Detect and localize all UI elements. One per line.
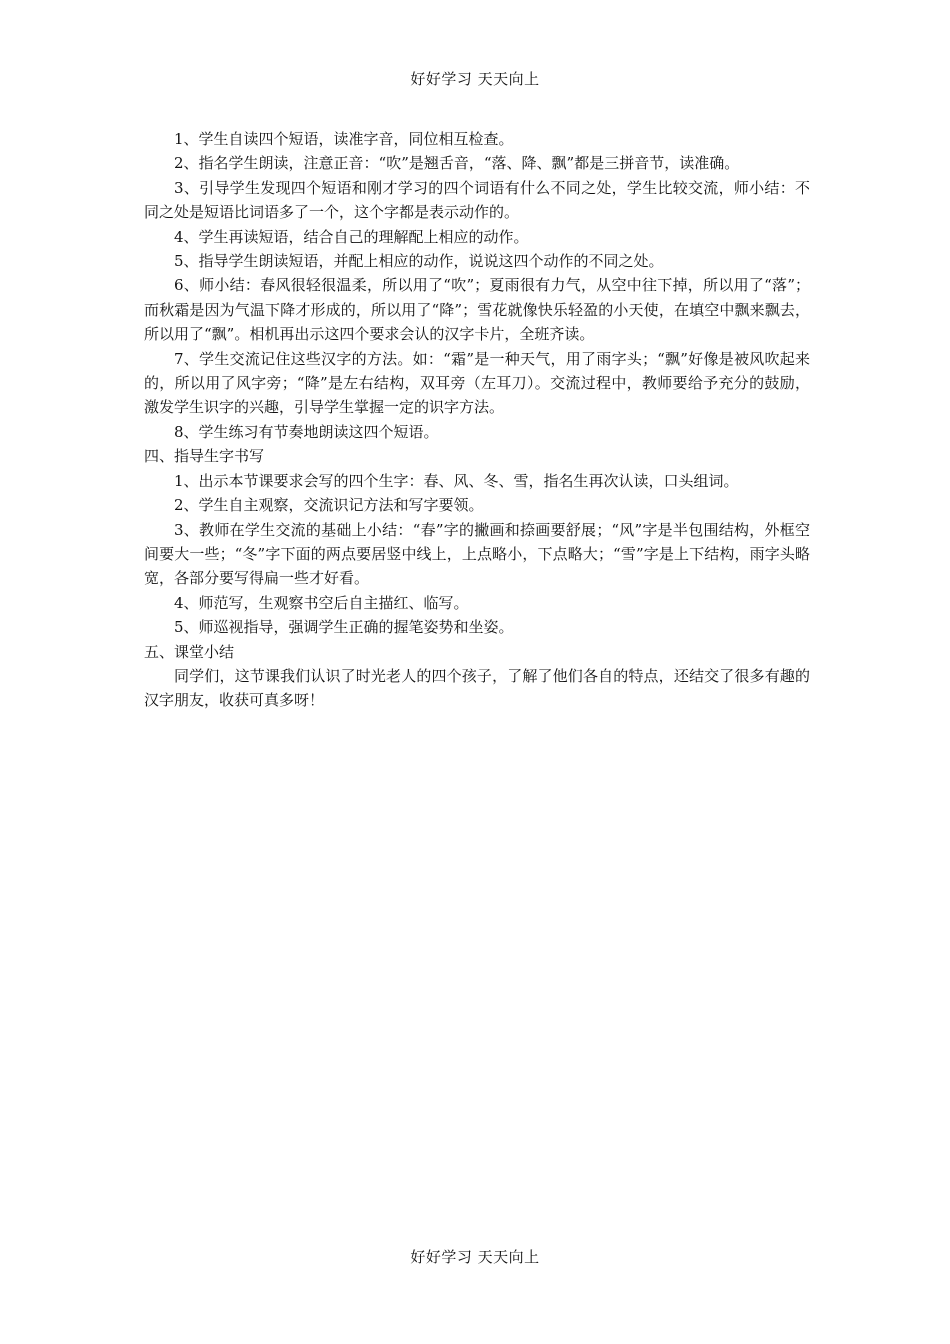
- paragraph-step-4: 4、学生再读短语，结合自己的理解配上相应的动作。: [174, 227, 529, 246]
- paragraph-writing-3: 3、教师在学生交流的基础上小结：“春”字的撇画和捺画要舒展；“风”字是半包围结构，外框空间要大一些；“冬”字下面的两点要居竖中线上，上点略小，下点略大；“雪”字是上下结构，雨字头略宽，各部分要写得扁一些才好看。: [144, 520, 810, 588]
- paragraph-writing-5: 5、师巡视指导，强调学生正确的握笔姿势和坐姿。: [174, 618, 514, 637]
- document-body: [144, 127, 810, 713]
- paragraph-writing-1: 1、出示本节课要求会写的四个生字：春、风、冬、雪，指名生再次认读，口头组词。: [174, 471, 739, 490]
- section-heading-writing: 四、指导生字书写: [144, 447, 265, 466]
- paragraph-step-2: 2、指名学生朗读，注意正音：“吹”是翘舌音，“落、降、飘”都是三拼音节，读准确。: [174, 154, 740, 173]
- paragraph-step-7: 7、学生交流记住这些汉字的方法。如：“霜”是一种天气，用了雨字头；“飘”好像是被风吹起来的，所以用了风字旁；“降”是左右结构，双耳旁（左耳刀）。交流过程中，教师要给予充分的鼓励，激发学生识字的兴趣，引导学生掌握一定的识字方法。: [144, 349, 810, 417]
- paragraph-step-5: 5、指导学生朗读短语，并配上相应的动作，说说这四个动作的不同之处。: [174, 252, 664, 271]
- section-heading-summary: 五、课堂小结: [144, 642, 235, 661]
- paragraph-summary: 同学们，这节课我们认识了时光老人的四个孩子，了解了他们各自的特点，还结交了很多有趣的汉字朋友，收获可真多呀！: [144, 666, 810, 710]
- page-header: 好好学习 天天向上: [410, 70, 540, 88]
- paragraph-step-8: 8、学生练习有节奏地朗读这四个短语。: [174, 422, 439, 441]
- page-footer: 好好学习 天天向上: [410, 1248, 540, 1266]
- paragraph-step-3: 3、引导学生发现四个短语和刚才学习的四个词语有什么不同之处，学生比较交流，师小结：不同之处是短语比词语多了一个，这个字都是表示动作的。: [144, 178, 810, 222]
- paragraph-writing-4: 4、师范写，生观察书空后自主描红、临写。: [174, 593, 469, 612]
- paragraph-writing-2: 2、学生自主观察，交流识记方法和写字要领。: [174, 496, 484, 515]
- paragraph-step-6: 6、师小结：春风很轻很温柔，所以用了“吹”；夏雨很有力气，从空中往下掉，所以用了“落”；而秋霜是因为气温下降才形成的，所以用了“降”；雪花就像快乐轻盈的小天使，在填空中飘来飘去，所以用了“飘”。相机再出示这四个要求会认的汉字卡片，全班齐读。: [144, 276, 810, 344]
- paragraph-step-1: 1、学生自读四个短语，读准字音，同位相互检查。: [174, 130, 514, 148]
